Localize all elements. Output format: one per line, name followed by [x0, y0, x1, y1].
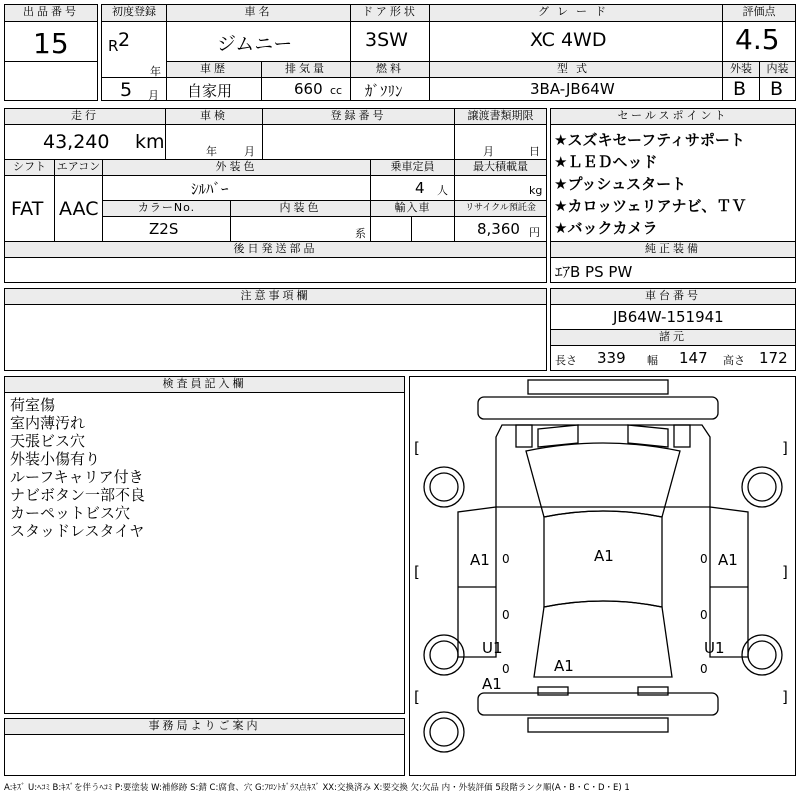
first-registration-cell — [101, 4, 167, 101]
damage-mark: U1 — [482, 639, 503, 657]
first-reg-month: 5 — [120, 79, 133, 101]
rear-bumper-bottom — [528, 718, 668, 732]
front-bumper — [478, 397, 718, 419]
grade-label: グレード — [430, 5, 722, 22]
dimensions-label: 諸元 — [551, 330, 795, 346]
history: 自家用 — [187, 82, 233, 100]
inspection-cell — [165, 108, 263, 160]
inspector-lines — [10, 396, 145, 540]
recycle-label: リサイクル預託金 — [455, 201, 546, 217]
color-number: Z2S — [149, 220, 179, 238]
model: 3BA-JB64W — [530, 80, 615, 98]
lot-number: 15 — [33, 27, 69, 60]
score-label: 評価点 — [723, 5, 795, 22]
mileage-label: 走行 — [5, 109, 165, 125]
mileage: 43,240 — [43, 131, 110, 153]
damage-mark: U1 — [704, 639, 725, 657]
era: R — [108, 37, 119, 55]
capacity-cell — [370, 159, 455, 201]
height: 172 — [759, 349, 788, 367]
bracket: ] — [782, 563, 788, 581]
model-cell — [429, 61, 723, 101]
grade-cell — [429, 4, 723, 62]
mileage-unit: km — [135, 131, 165, 153]
aircon-cell — [54, 159, 103, 242]
sales-point: ★カロッツェリアナビ、ＴＶ — [554, 197, 747, 215]
zero-mark: 0 — [502, 662, 510, 676]
inspection-year-unit: 年 — [206, 145, 217, 158]
exterior-color-cell — [102, 159, 371, 201]
car-name-label: 車名 — [167, 5, 350, 22]
bracket: [ — [414, 563, 420, 581]
max-load-unit: kg — [529, 184, 543, 197]
lot-number-label: 出品番号 — [5, 5, 97, 22]
car-name-cell — [166, 4, 351, 62]
sales-points-cell — [550, 108, 796, 242]
damage-mark: A1 — [594, 547, 614, 565]
inspector-line: カーペットビス穴 — [10, 504, 131, 522]
door: 3SW — [365, 29, 408, 51]
zero-mark: 0 — [502, 608, 510, 622]
damage-mark: A1 — [554, 657, 574, 675]
month-unit: 月 — [148, 89, 159, 102]
windshield — [526, 443, 680, 517]
zero-mark: 0 — [700, 552, 708, 566]
sales-points-list — [554, 129, 746, 239]
office-cell — [4, 718, 405, 776]
fuel: ｶﾞｿﾘﾝ — [365, 82, 403, 100]
sales-point: ★バックカメラ — [554, 219, 658, 237]
exterior-label: 外装 — [723, 62, 759, 78]
legend: A:ｷｽﾞ U:ﾍｺﾐ B:ｷｽﾞを伴うﾍｺﾐ P:要塗装 W:補修跡 S:錆 C:腐食、穴 G:ﾌﾛﾝﾄｶﾞﾗｽ点ｷｽﾞ XX:交換済み X:要交換 欠:欠品 内・外装評価 5段階ランク順(A・B・C・D・E) 1 — [4, 783, 630, 793]
interior-color-cell — [230, 200, 371, 242]
door-label: ドア形状 — [351, 5, 429, 22]
equipment-label: 純正装備 — [551, 242, 795, 258]
max-load-label: 最大積載量 — [455, 160, 546, 176]
interior-color-suffix: 系 — [355, 227, 366, 240]
car-outline-svg — [410, 377, 795, 775]
bracket: [ — [414, 688, 420, 706]
displacement-label: 排気量 — [262, 62, 350, 78]
zero-mark: 0 — [700, 662, 708, 676]
era-year: 2 — [118, 29, 131, 51]
car-diagram — [409, 376, 796, 776]
exterior-grade: B — [733, 78, 747, 100]
exterior-color-label: 外装色 — [103, 160, 370, 176]
recycle-fee: 8,360 — [477, 220, 520, 238]
capacity-label: 乗車定員 — [371, 160, 454, 176]
rear-bumper — [478, 693, 718, 715]
import-cell — [370, 200, 455, 242]
headlight-right — [674, 425, 690, 447]
later-parts-label: 後日発送部品 — [5, 242, 546, 258]
length-label: 長さ — [555, 354, 577, 367]
lot-number-cell — [4, 4, 98, 101]
taillight-right — [638, 687, 668, 695]
mileage-cell — [4, 108, 166, 160]
office-label: 事務局よりご案内 — [5, 719, 404, 735]
door-cell — [350, 4, 430, 62]
inspector-line: 外装小傷有り — [10, 450, 101, 468]
registration-number-cell — [262, 108, 455, 160]
notes-label: 注意事項欄 — [5, 289, 546, 305]
zero-mark: 0 — [700, 608, 708, 622]
bracket: [ — [414, 439, 420, 457]
interior-cell — [759, 61, 796, 101]
length: 339 — [597, 349, 626, 367]
chassis-number: JB64W-151941 — [613, 308, 724, 326]
color-number-cell — [102, 200, 231, 242]
shift-cell — [4, 159, 55, 242]
height-label: 高さ — [723, 354, 745, 367]
inspection-month-unit: 月 — [244, 145, 255, 158]
year-unit: 年 — [150, 65, 161, 78]
first-reg-label: 初度登録 — [102, 5, 166, 22]
shift: FAT — [11, 198, 44, 220]
chassis-label: 車台番号 — [551, 289, 795, 305]
inspector-line: ルーフキャリア付き — [10, 468, 144, 486]
shift-label: シフト — [5, 160, 54, 176]
right-side-panel — [710, 507, 748, 657]
exterior-cell — [722, 61, 760, 101]
aircon-label: エアコン — [55, 160, 102, 176]
displacement-cell — [261, 61, 351, 101]
color-number-label: カラーNo. — [103, 201, 230, 217]
import-label: 輸入車 — [371, 201, 454, 217]
left-side-panel — [458, 507, 496, 657]
width: 147 — [679, 349, 708, 367]
score-cell — [722, 4, 796, 62]
inspector-line: 荷室傷 — [10, 396, 56, 414]
sales-point: ★スズキセーフティサポート — [554, 131, 745, 149]
equipment-cell — [550, 241, 796, 283]
capacity: 4 — [415, 179, 425, 197]
damage-mark: A1 — [718, 551, 738, 569]
aircon: AAC — [59, 198, 99, 220]
interior-label: 内装 — [760, 62, 795, 78]
model-label: 型式 — [430, 62, 722, 78]
sales-point: ★プッシュスタート — [554, 175, 687, 193]
damage-mark: A1 — [482, 675, 502, 693]
displacement-unit: cc — [330, 84, 343, 97]
history-label: 車歴 — [167, 62, 261, 78]
zero-mark: 0 — [502, 552, 510, 566]
width-label: 幅 — [647, 354, 658, 367]
dimensions-cell — [550, 329, 796, 371]
interior-grade: B — [770, 78, 784, 100]
history-cell — [166, 61, 262, 101]
max-load-cell — [454, 159, 547, 201]
interior-color-label: 内装色 — [231, 201, 370, 217]
capacity-unit: 人 — [437, 184, 448, 197]
car-name: ジムニー — [217, 33, 293, 55]
sales-points-label: セールスポイント — [551, 109, 795, 125]
inspector-line: ナビボタン一部不良 — [10, 486, 146, 504]
score: 4.5 — [735, 23, 780, 56]
front-bumper-top — [528, 380, 668, 394]
transfer-month-unit: 月 — [483, 145, 494, 158]
notes-cell — [4, 288, 547, 371]
bracket: ] — [782, 439, 788, 457]
registration-number-label: 登録番号 — [263, 109, 454, 125]
bracket: ] — [782, 688, 788, 706]
recycle-unit: 円 — [529, 226, 540, 239]
inspector-label: 検査員記入欄 — [5, 377, 404, 393]
damage-mark: A1 — [470, 551, 490, 569]
equipment: ｴｱB PS PW — [555, 263, 633, 281]
fuel-cell — [350, 61, 430, 101]
hood-outline — [496, 425, 710, 507]
displacement: 660 — [294, 80, 323, 98]
inspector-line: スタッドレスタイヤ — [10, 522, 145, 540]
transfer-deadline-label: 譲渡書類期限 — [455, 109, 546, 125]
transfer-day-unit: 日 — [529, 145, 540, 158]
exterior-color: ｼﾙﾊﾞｰ — [191, 180, 229, 198]
inspector-line: 室内薄汚れ — [10, 414, 86, 432]
fuel-label: 燃料 — [351, 62, 429, 78]
grade: XC 4WD — [530, 29, 607, 51]
recycle-cell — [454, 200, 547, 242]
inspection-label: 車検 — [166, 109, 262, 125]
chassis-cell — [550, 288, 796, 330]
later-parts-cell — [4, 241, 547, 283]
headlight-left — [516, 425, 532, 447]
sales-point: ★ＬＥＤヘッド — [554, 153, 658, 171]
taillight-left — [538, 687, 568, 695]
inspector-line: 天張ビス穴 — [10, 432, 86, 450]
transfer-deadline-cell — [454, 108, 547, 160]
inspector-cell — [4, 376, 405, 714]
